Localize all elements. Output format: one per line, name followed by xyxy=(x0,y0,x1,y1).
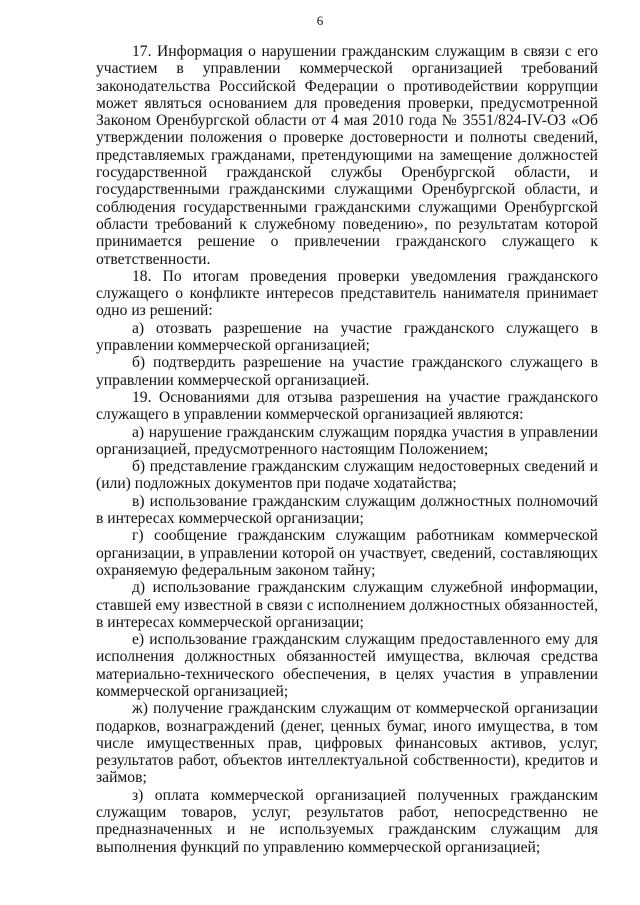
paragraph-18-b: б) подтвердить разрешение на участие гражданского служащего в управлении коммерческой организацией. xyxy=(96,354,598,389)
paragraph-19-g: г) сообщение гражданским служащим работникам коммерческой организации, в управлении которой он участвует, сведений, составляющих охраняемую федеральным законом тайну; xyxy=(96,527,598,579)
paragraph-19-b: б) представление гражданским служащим недостоверных сведений и (или) подложных документов при подаче ходатайства; xyxy=(96,458,598,493)
paragraph-19-e: е) использование гражданским служащим предоставленного ему для исполнения должностных обязанностей имущества, включая средства материально-технического обеспечения, в целях участия в управлении коммерческой организацией; xyxy=(96,631,598,700)
paragraph-19-a: а) нарушение гражданским служащим порядка участия в управлении организацией, предусмотренного настоящим Положением; xyxy=(96,423,598,458)
paragraph-19: 19. Основаниями для отзыва разрешения на участие гражданского служащего в управлении коммерческой организацией являются: xyxy=(96,388,598,424)
page-number: 6 xyxy=(316,13,324,28)
document-body xyxy=(96,43,598,856)
paragraph-18: 18. По итогам проведения проверки уведомления гражданского служащего о конфликте интересов представитель нанимателя принимает одно из решений: xyxy=(96,267,598,320)
paragraph-19-zh: ж) получение гражданским служащим от коммерческой организации подарков, вознаграждений (денег, ценных бумаг, иного имущества, в том числе имущественных прав, цифровых финансовых активов, услуг, результатов работ, объектов интеллектуальной собственности), кредитов и займов; xyxy=(96,700,598,787)
paragraph-19-v: в) использование гражданским служащим должностных полномочий в интересах коммерческой организации; xyxy=(96,492,598,528)
paragraph-19-d: д) использование гражданским служащим служебной информации, ставшей ему известной в связи с исполнением должностных обязанностей, в интересах коммерческой организации; xyxy=(96,579,598,631)
paragraph-18-a: а) отозвать разрешение на участие гражданского служащего в управлении коммерческой организацией; xyxy=(96,319,598,355)
paragraph-17: 17. Информация о нарушении гражданским служащим в связи с его участием в управлении коммерческой организацией требований законодательства Российской Федерации о противодействии коррупции может являться основанием для проведения проверки, предусмотренной Законом Оренбургской области от 4 мая 2010 года № 3551/824-IV-ОЗ «Об утверждении положения о проверке достоверности и полноты сведений, представляемых гражданами, претендующими на замещение должностей государственной гражданской службы Оренбургской области, и государственными гражданскими служащими Оренбургской области, и соблюдения государственными гражданскими служащими Оренбургской области требований к служебному поведению», по результатам которой принимается решение о привлечении гражданского служащего к ответственности. xyxy=(96,43,598,268)
paragraph-19-z: з) оплата коммерческой организацией полученных гражданским служащим товаров, услуг, результатов работ, непосредственно не предназначенных и не используемых гражданским служащим для выполнения функций по управлению коммерческой организацией; xyxy=(96,786,598,856)
